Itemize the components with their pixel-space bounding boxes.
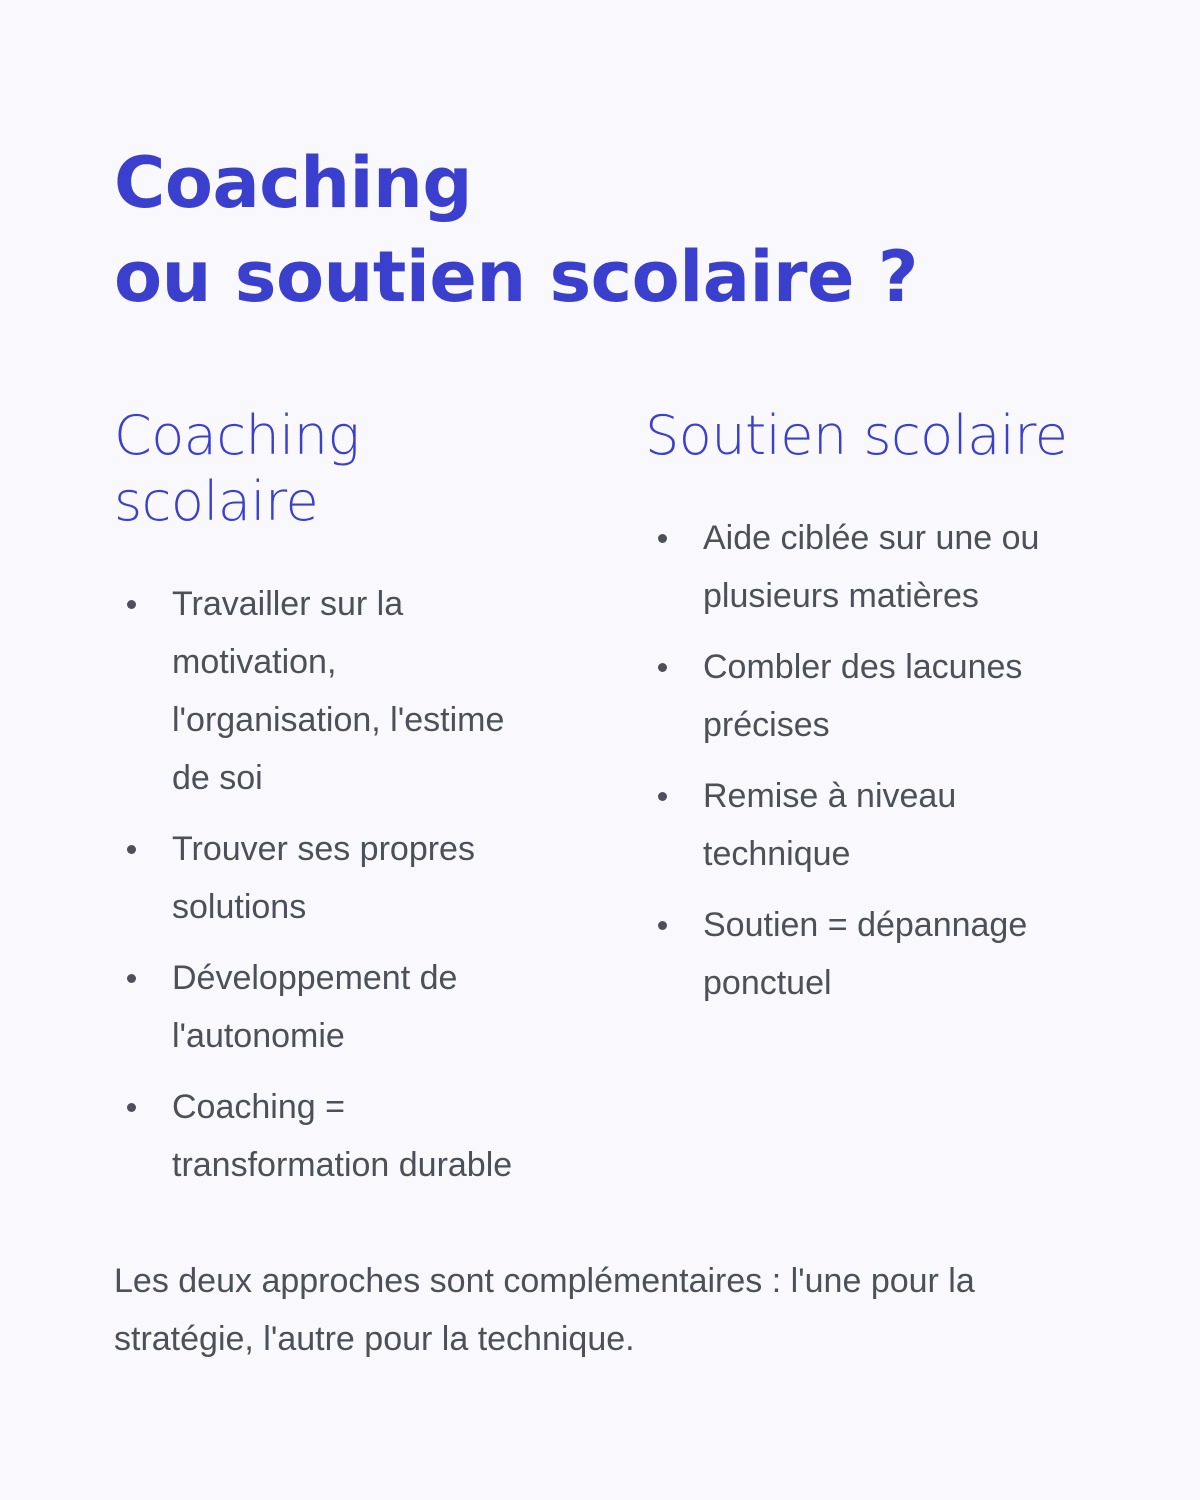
list-item-text: Développement de l'autonomie <box>172 959 458 1055</box>
page-title-line-1: Coaching <box>114 142 472 224</box>
bullet-icon <box>658 792 667 801</box>
bullet-icon <box>127 600 136 609</box>
list-item-text: Coaching = transformation durable <box>172 1088 513 1184</box>
coaching-list <box>114 575 564 1194</box>
bullet-icon <box>658 663 667 672</box>
list-item <box>645 509 1083 625</box>
bullet-icon <box>658 921 667 930</box>
list-item-text: Travailler sur la motivation, l'organisation, l'estime de soi <box>172 585 505 797</box>
bullet-icon <box>127 974 136 983</box>
coaching-column <box>114 403 564 1207</box>
list-item <box>114 820 544 936</box>
list-item-text: Trouver ses propres solutions <box>172 830 475 926</box>
list-item-text: Soutien = dépannage ponctuel <box>703 906 1028 1002</box>
coaching-heading: Coaching scolaire <box>114 404 360 533</box>
bullet-icon <box>127 1103 136 1112</box>
soutien-list <box>645 509 1125 1012</box>
list-item <box>645 896 1083 1012</box>
list-item <box>114 1078 544 1194</box>
list-item-text: Combler des lacunes précises <box>703 648 1023 744</box>
list-item-text: Remise à niveau technique <box>703 777 957 873</box>
list-item-text: Aide ciblée sur une ou plusieurs matières <box>703 519 1040 615</box>
soutien-column <box>645 403 1125 1025</box>
list-item <box>114 575 544 807</box>
list-item <box>645 767 1083 883</box>
bullet-icon <box>127 845 136 854</box>
list-item <box>114 949 544 1065</box>
bullet-icon <box>658 534 667 543</box>
page-title-line-2: ou soutien scolaire ? <box>114 236 918 318</box>
page-title <box>114 136 1114 324</box>
list-item <box>645 638 1083 754</box>
footer-text: Les deux approches sont complémentaires : l'une pour la stratégie, l'autre pour la technique. <box>114 1262 975 1358</box>
soutien-heading: Soutien scolaire <box>645 404 1068 467</box>
